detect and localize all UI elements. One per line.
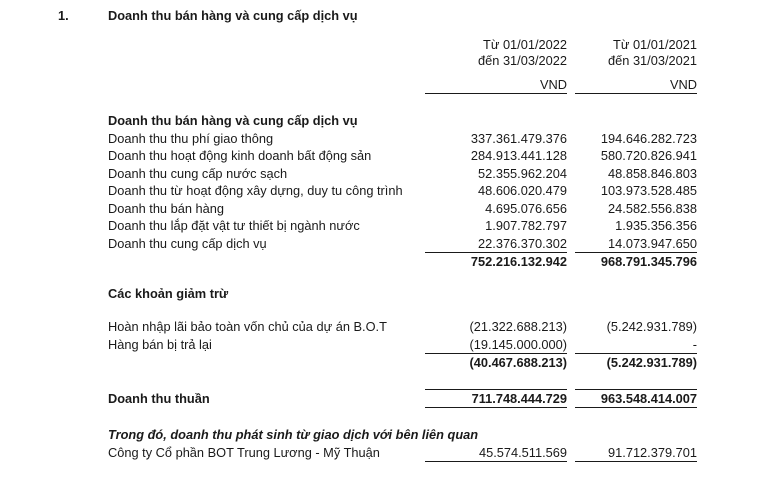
column-gap [567, 147, 575, 165]
row-indent [58, 318, 108, 336]
deductions-total-col2: (5.242.931.789) [606, 355, 697, 370]
currency-spacer [58, 76, 425, 94]
revenue-section-heading: Doanh thu bán hàng và cung cấp dịch vụ [108, 113, 358, 128]
deductions-section-heading-row [58, 285, 697, 303]
deductions-total-label [108, 354, 425, 372]
net-revenue-col2: 963.548.414.007 [575, 389, 697, 408]
row-value-col2: 91.712.379.701 [575, 444, 697, 462]
spacer [58, 408, 697, 427]
row-indent [58, 253, 108, 271]
row-value-col1: 48.606.020.479 [478, 183, 567, 198]
revenue-total-label [108, 253, 425, 271]
deductions-total-col1: (40.467.688.213) [469, 355, 567, 370]
row-indent [58, 147, 108, 165]
row-label: Doanh thu từ hoạt động xây dựng, duy tu công trình [108, 183, 403, 198]
row-label: Hàng bán bị trả lại [108, 337, 212, 352]
column-gap [567, 76, 575, 94]
row-indent [58, 217, 108, 235]
table-row [58, 165, 697, 183]
column-gap [567, 37, 575, 54]
net-revenue-label: Doanh thu thuần [108, 391, 210, 406]
note-title-row [58, 6, 697, 27]
col2-period-line1: Từ 01/01/2021 [613, 36, 697, 52]
column-gap [567, 235, 575, 253]
col1-period-line1: Từ 01/01/2022 [483, 36, 567, 52]
row-label: Doanh thu cung cấp nước sạch [108, 165, 288, 181]
table-row [58, 130, 697, 148]
row-value-col2: 24.582.556.838 [608, 200, 697, 216]
row-value-col2: - [575, 336, 697, 354]
row-value-col1: (19.145.000.000) [425, 336, 567, 354]
row-label: Doanh thu cung cấp dịch vụ [108, 236, 267, 251]
header-spacer [58, 37, 425, 54]
row-value-col2: 103.973.528.485 [600, 183, 697, 198]
row-indent [58, 389, 108, 408]
row-indent [58, 336, 108, 354]
row-label: Doanh thu bán hàng [108, 200, 224, 216]
row-indent [58, 200, 108, 218]
column-gap [567, 165, 575, 183]
revenue-total-row [58, 253, 697, 271]
revenue-section-heading-row [58, 112, 697, 130]
row-value-col1: (21.322.688.213) [469, 319, 567, 334]
row-value-col2: 194.646.282.723 [600, 130, 697, 146]
related-party-heading-row [58, 426, 697, 444]
col1-period-line2: đến 31/03/2022 [478, 53, 567, 68]
spacer [58, 302, 697, 318]
row-value-col2: 14.073.947.650 [575, 235, 697, 253]
row-label: Doanh thu thu phí giao thông [108, 130, 274, 146]
net-revenue-col1: 711.748.444.729 [425, 389, 567, 408]
table-row [58, 235, 697, 253]
related-party-heading: Trong đó, doanh thu phát sinh từ giao dịch với bên liên quan [108, 427, 479, 442]
row-indent [58, 235, 108, 253]
col1-currency: VND [425, 76, 567, 94]
row-value-col2: 580.720.826.941 [600, 148, 697, 163]
row-value-col2: 48.858.846.803 [608, 165, 697, 181]
note-title: Doanh thu bán hàng và cung cấp dịch vụ [108, 8, 358, 23]
row-value-col2: 1.935.356.356 [615, 218, 697, 233]
revenue-note-table [58, 6, 697, 462]
row-indent [58, 354, 108, 372]
column-header-row-1 [58, 37, 697, 54]
row-indent [58, 112, 108, 130]
row-label: Hoàn nhập lãi bảo toàn vốn chủ của dự án B.O.T [108, 319, 387, 334]
currency-row [58, 76, 697, 94]
table-row [58, 147, 697, 165]
row-indent [58, 130, 108, 148]
spacer [58, 94, 697, 113]
column-gap [567, 182, 575, 200]
row-value-col1: 22.376.370.302 [425, 235, 567, 253]
spacer [58, 372, 697, 388]
column-gap [567, 444, 575, 462]
row-indent [58, 165, 108, 183]
note-number: 1. [58, 8, 69, 23]
row-value-col1: 284.913.441.128 [470, 148, 567, 163]
row-indent [58, 444, 108, 462]
row-value-col1: 1.907.782.797 [485, 218, 567, 233]
table-row [58, 182, 697, 200]
row-value-col2: (5.242.931.789) [606, 319, 697, 334]
column-gap [567, 318, 575, 336]
row-indent [58, 285, 108, 303]
col2-currency: VND [575, 76, 697, 94]
net-revenue-row [58, 389, 697, 408]
spacer [58, 271, 697, 285]
column-gap [567, 217, 575, 235]
table-row [58, 336, 697, 354]
deductions-total-row [58, 354, 697, 372]
header-spacer [58, 53, 425, 70]
column-header-row-2 [58, 53, 697, 70]
row-value-col1: 52.355.962.204 [478, 165, 567, 181]
row-value-col1: 4.695.076.656 [485, 200, 567, 216]
column-gap [567, 389, 575, 408]
deductions-section-heading: Các khoản giảm trừ [108, 285, 229, 301]
revenue-total-col1: 752.216.132.942 [470, 254, 567, 269]
table-row [58, 217, 697, 235]
table-row [58, 444, 697, 462]
column-gap [567, 200, 575, 218]
row-indent [58, 182, 108, 200]
column-gap [567, 354, 575, 372]
row-label: Công ty Cổ phần BOT Trung Lương - Mỹ Thuận [108, 445, 380, 460]
row-value-col1: 337.361.479.376 [470, 130, 567, 146]
row-value-col1: 45.574.511.569 [425, 444, 567, 462]
column-gap [567, 253, 575, 271]
row-indent [58, 426, 108, 444]
row-label: Doanh thu lắp đặt vật tư thiết bị ngành nước [108, 218, 360, 233]
column-gap [567, 336, 575, 354]
column-gap [567, 53, 575, 70]
spacer [58, 27, 697, 37]
table-row [58, 318, 697, 336]
col2-period-line2: đến 31/03/2021 [608, 53, 697, 68]
revenue-total-col2: 968.791.345.796 [600, 254, 697, 269]
table-row [58, 200, 697, 218]
column-gap [567, 130, 575, 148]
row-label: Doanh thu hoạt động kinh doanh bất động sản [108, 148, 372, 163]
